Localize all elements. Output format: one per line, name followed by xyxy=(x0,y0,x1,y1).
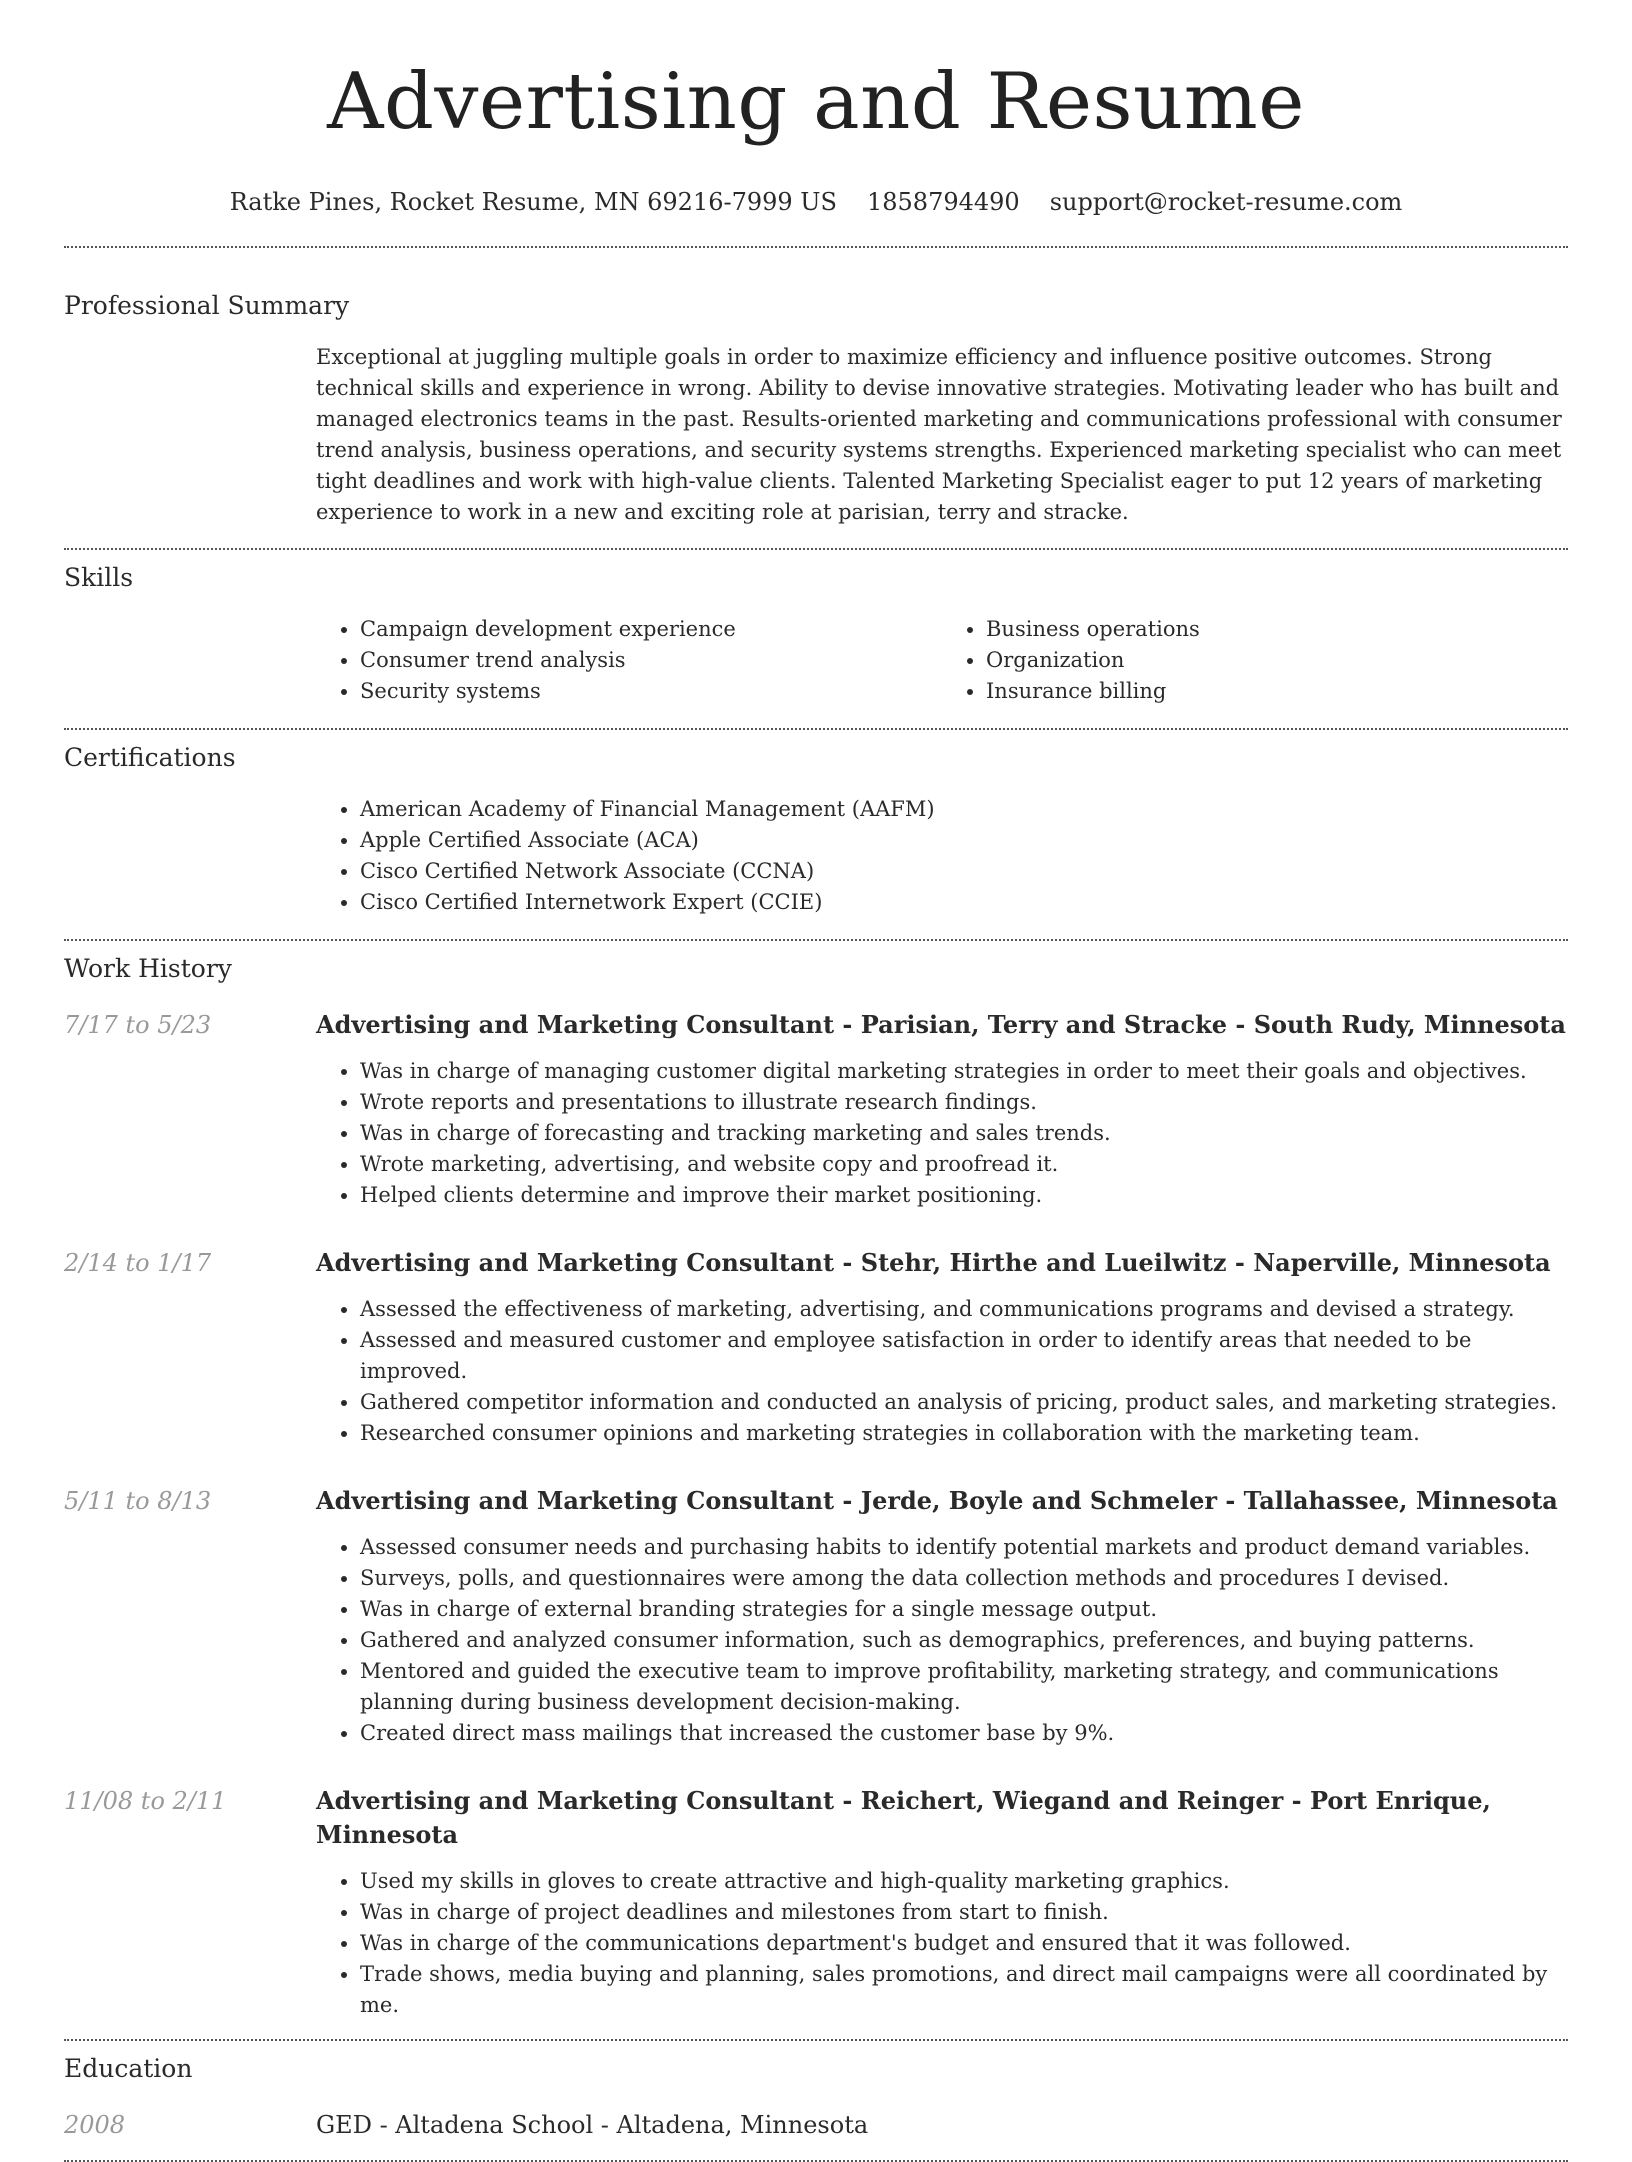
job-role: Advertising and Marketing Consultant xyxy=(316,1248,835,1277)
job-bullet: • Assessed the effectiveness of marketing, advertising, and communications programs and devised a strategy. xyxy=(360,1294,1568,1325)
job-details: - Parisian, Terry and Stracke - South Rudy, Minnesota xyxy=(834,1010,1566,1039)
job-dates: 7/17 to 5/23 xyxy=(64,1011,212,1039)
skill-item: • Security systems xyxy=(360,676,942,707)
education-heading: Education xyxy=(64,2054,193,2083)
skills-list xyxy=(316,614,1568,707)
summary-section xyxy=(316,342,1568,528)
job-entry xyxy=(64,1246,1568,1449)
certifications-section xyxy=(316,794,1568,918)
job-details: - Reichert, Wiegand and Reinger - Port Enrique, Minnesota xyxy=(316,1786,1491,1849)
skill-item: • Organization xyxy=(986,645,1568,676)
job-title xyxy=(316,1484,1558,1518)
job-entry xyxy=(64,1784,1568,2021)
certifications-heading: Certifications xyxy=(64,743,236,772)
divider xyxy=(64,246,1568,248)
job-bullet: • Created direct mass mailings that increased the customer base by 9%. xyxy=(360,1718,1568,1749)
job-dates: 11/08 to 2/11 xyxy=(64,1787,227,1815)
certification-item: • American Academy of Financial Management (AAFM) xyxy=(360,794,1568,825)
job-bullet: • Researched consumer opinions and marketing strategies in collaboration with the marketing team. xyxy=(360,1418,1568,1449)
job-details: - Jerde, Boyle and Schmeler - Tallahassee, Minnesota xyxy=(834,1486,1558,1515)
job-bullet: • Assessed consumer needs and purchasing habits to identify potential markets and product demand variables. xyxy=(360,1532,1568,1563)
job-bullet: • Was in charge of external branding strategies for a single message output. xyxy=(360,1594,1568,1625)
job-dates: 5/11 to 8/13 xyxy=(64,1487,212,1515)
job-bullet: • Was in charge of forecasting and tracking marketing and sales trends. xyxy=(360,1118,1568,1149)
skills-column-right xyxy=(942,614,1568,707)
certification-item: • Cisco Certified Internetwork Expert (CCIE) xyxy=(360,887,1568,918)
education-entry xyxy=(64,2108,1568,2142)
skill-item: • Consumer trend analysis xyxy=(360,645,942,676)
job-title xyxy=(316,1246,1551,1280)
skills-heading: Skills xyxy=(64,563,134,592)
job-role: Advertising and Marketing Consultant xyxy=(316,1010,835,1039)
job-entry xyxy=(64,1484,1568,1749)
job-bullet: • Surveys, polls, and questionnaires were among the data collection methods and procedures I devised. xyxy=(360,1563,1568,1594)
phone: 1858794490 xyxy=(866,188,1020,216)
job-bullet: • Helped clients determine and improve their market positioning. xyxy=(360,1180,1568,1211)
summary-heading: Professional Summary xyxy=(64,291,350,320)
job-bullet: • Was in charge of project deadlines and milestones from start to finish. xyxy=(360,1897,1568,1928)
job-bullet: • Gathered and analyzed consumer information, such as demographics, preferences, and buying patterns. xyxy=(360,1625,1568,1656)
skill-item: • Business operations xyxy=(986,614,1568,645)
certification-item: • Apple Certified Associate (ACA) xyxy=(360,825,1568,856)
work-history-heading: Work History xyxy=(64,954,232,983)
job-bullet: • Assessed and measured customer and employee satisfaction in order to identify areas that needed to be improved. xyxy=(360,1325,1568,1387)
job-bullet: • Used my skills in gloves to create attractive and high-quality marketing graphics. xyxy=(360,1866,1568,1897)
divider xyxy=(64,939,1568,941)
divider xyxy=(64,2039,1568,2041)
job-bullets xyxy=(316,1866,1568,2021)
job-bullet: • Wrote marketing, advertising, and website copy and proofread it. xyxy=(360,1149,1568,1180)
job-dates: 2/14 to 1/17 xyxy=(64,1249,212,1277)
summary-text: Exceptional at juggling multiple goals in order to maximize efficiency and influence positive outcomes. Strong technical skills and experience in wrong. Ability to devise innovative strategies. Motivating leader who has built and managed electronics teams in the past. Results-oriented marketing and communications professional with consumer trend analysis, business operations, and security systems strengths. Experienced marketing specialist who can meet tight deadlines and work with high-value clients. Talented Marketing Specialist eager to put 12 years of marketing experience to work in a new and exciting role at parisian, terry and stracke. xyxy=(316,345,1562,524)
contact-line xyxy=(64,186,1568,218)
education-year: 2008 xyxy=(64,2111,126,2139)
job-bullet: • Trade shows, media buying and planning, sales promotions, and direct mail campaigns were all coordinated by me. xyxy=(360,1959,1568,2021)
job-bullet: • Mentored and guided the executive team to improve profitability, marketing strategy, and communications planning during business development decision-making. xyxy=(360,1656,1568,1718)
skill-item: • Campaign development experience xyxy=(360,614,942,645)
address: Ratke Pines, Rocket Resume, MN 69216-7999 US xyxy=(229,188,837,216)
certification-item: • Cisco Certified Network Associate (CCNA) xyxy=(360,856,1568,887)
skills-column-left xyxy=(316,614,942,707)
divider xyxy=(64,728,1568,730)
job-bullets xyxy=(316,1056,1568,1211)
education-degree: GED - Altadena School - Altadena, Minnesota xyxy=(316,2111,869,2139)
job-bullet: • Was in charge of the communications department's budget and ensured that it was followed. xyxy=(360,1928,1568,1959)
certifications-list xyxy=(316,794,1568,918)
job-title xyxy=(316,1784,1568,1852)
job-bullet: • Was in charge of managing customer digital marketing strategies in order to meet their goals and objectives. xyxy=(360,1056,1568,1087)
skill-item: • Insurance billing xyxy=(986,676,1568,707)
job-bullet: • Wrote reports and presentations to illustrate research findings. xyxy=(360,1087,1568,1118)
email: support@rocket-resume.com xyxy=(1049,188,1403,216)
job-details: - Stehr, Hirthe and Lueilwitz - Naperville, Minnesota xyxy=(834,1248,1551,1277)
job-bullet: • Gathered competitor information and conducted an analysis of pricing, product sales, and marketing strategies. xyxy=(360,1387,1568,1418)
job-bullets xyxy=(316,1294,1568,1449)
job-bullets xyxy=(316,1532,1568,1749)
job-title xyxy=(316,1008,1566,1042)
job-entry xyxy=(64,1008,1568,1211)
job-role: Advertising and Marketing Consultant xyxy=(316,1786,835,1815)
job-role: Advertising and Marketing Consultant xyxy=(316,1486,835,1515)
divider xyxy=(64,548,1568,550)
candidate-name: Advertising and Resume xyxy=(327,57,1305,147)
resume-header xyxy=(64,0,1568,218)
